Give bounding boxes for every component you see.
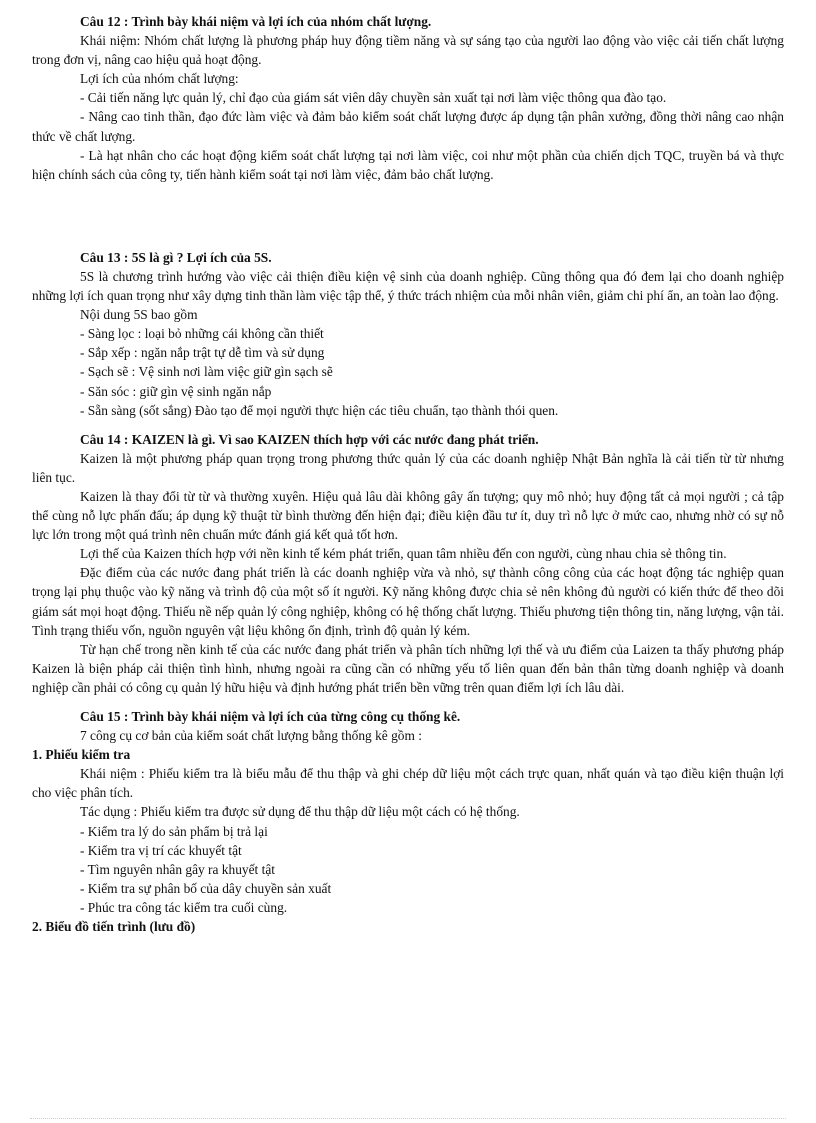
q13-item-2: - Sắp xếp : ngăn nắp trật tự dễ tìm và sử dụng [80,345,325,361]
q14-paragraph-5: Từ hạn chế trong nền kinh tế của các nước đang phát triển và phân tích những lợi thế và ưu điểm của Laizen ta thấy phương pháp Kaizen là biện pháp cải thiện tình hình, nhưng ngoài ra cũng cần có những yếu tố liên quan đến bản thân từng doanh nghiệp và doanh nghiệp cần phải có công cụ quản lý hữu hiệu và định hướng phát triển bền vững trên quan điểm lợi ích lâu dài. [32,641,784,695]
q12-benefit-3: - Là hạt nhân cho các hoạt động kiểm soát chất lượng tại nơi làm việc, coi như một phần của chiến dịch TQC, truyền bá và thực hiện chính sách của công ty, tiến hành kiểm soát tại nơi làm việc, đảm bảo chất lượng. [32,147,784,182]
q14-paragraph-1: Kaizen là một phương pháp quan trọng trong phương thức quản lý của các doanh nghiệp Nhật Bản nghĩa là cải tiến từ từ nhưng liên tục. [32,450,784,485]
q14-paragraph-4: Đặc điểm của các nước đang phát triển là các doanh nghiệp vừa và nhỏ, sự thành công công của các hoạt động tác nghiệp quan trọng lại phụ thuộc vào kỹ năng và trình độ của một số ít người. Kỹ năng không được chia sẻ nên không đủ người có kiến thức để theo dõi giám sát mọi hoạt động. Thiếu nề nếp quản lý công nghiệp, không có hệ thống chất lượng. Thiếu phương tiện thông tin, năng lượng, vận tải. Tình trạng thiếu vốn, nguồn nguyên vật liệu không ổn định, trình độ quản lý kém. [32,565,784,638]
q15-item-1-bullet-5: - Phúc tra công tác kiểm tra cuối cùng. [80,899,288,915]
q12-benefits-heading: Lợi ích của nhóm chất lượng: [80,71,239,87]
q15-item-1-bullet-3: - Tìm nguyên nhân gây ra khuyết tật [80,861,275,877]
question-15-title: Câu 15 : Trình bày khái niệm và lợi ích của từng công cụ thống kê. [80,709,461,724]
q15-item-1-definition: Khái niệm : Phiếu kiểm tra là biểu mẫu để thu thập và ghi chép dữ liệu một cách trực quan, nhất quán và tạo điều kiện thuận lợi cho việc phân tích. [32,766,784,801]
page-bottom-divider [30,1118,786,1119]
q13-content-heading: Nội dung 5S bao gồm [80,307,198,323]
section-gap [32,697,784,707]
q13-item-3: - Sạch sẽ : Vệ sinh nơi làm việc giữ gìn sạch sẽ [80,364,333,380]
section-gap [32,184,784,248]
q15-item-1-bullet-1: - Kiểm tra lý do sản phẩm bị trả lại [80,823,268,839]
q14-paragraph-3: Lợi thế của Kaizen thích hợp với nền kinh tế kém phát triển, quan tâm nhiều đến con người, cùng nhau chia sẻ thông tin. [80,546,727,562]
q12-definition: Khái niệm: Nhóm chất lượng là phương pháp huy động tiềm năng và sự sáng tạo của người lao động vào việc cải tiến chất lượng trong đơn vị, nâng cao hiệu quả hoạt động. [32,33,784,68]
section-gap [32,420,784,430]
q15-item-1-usage: Tác dụng : Phiếu kiểm tra được sử dụng để thu thập dữ liệu một cách có hệ thống. [80,804,520,820]
document-page [32,12,784,936]
q14-paragraph-2: Kaizen là thay đổi từ từ và thường xuyên. Hiệu quả lâu dài không gây ấn tượng; quy mô nhỏ; huy động tất cả mọi người ; cả tập thể cùng nỗ lực phấn đấu; áp dụng kỹ thuật từ bình thường đến hiện đại; điều kiện đầu tư ít, duy trì nỗ lực ở mức cao, nhưng nhờ có sự nỗ lực lớn trong một quá trình nên chuẩn mức đánh giá kết quả tốt hơn. [32,488,784,543]
q15-item-1-heading: 1. Phiếu kiểm tra [32,747,131,763]
q12-benefit-1: - Cải tiến năng lực quản lý, chỉ đạo của giám sát viên dây chuyền sản xuất tại nơi làm việc thông qua đào tạo. [80,90,667,106]
q15-item-2-heading: 2. Biểu đồ tiến trình (lưu đồ) [32,919,196,935]
q15-item-1-bullet-2: - Kiểm tra vị trí các khuyết tật [80,842,242,858]
q13-item-4: - Săn sóc : giữ gìn vệ sinh ngăn nắp [80,383,272,399]
question-14-title: Câu 14 : KAIZEN là gì. Vì sao KAIZEN thích hợp với các nước đang phát triển. [80,431,539,447]
q13-definition: 5S là chương trình hướng vào việc cải thiện điều kiện vệ sinh của doanh nghiệp. Cũng thông qua đó đem lại cho doanh nghiệp những lợi ích quan trọng như xây dựng tinh thần làm việc tập thể, ý thức trách nhiệm của mỗi nhân viên, giảm chi phí ẩn, an toàn lao động. [32,268,784,304]
q15-intro: 7 công cụ cơ bản của kiểm soát chất lượng bằng thống kê gồm : [80,728,422,744]
q13-item-1: - Sàng lọc : loại bỏ những cái không cần thiết [80,326,324,342]
q13-item-5: - Sẵn sàng (sốt sắng) Đào tạo để mọi người thực hiện các tiêu chuẩn, tạo thành thói quen. [80,402,559,418]
q12-benefit-2: - Nâng cao tinh thần, đạo đức làm việc và đảm bảo kiểm soát chất lượng được áp dụng tận phân xưởng, đồng thời nâng cao nhận thức về chất lượng. [32,109,784,144]
q15-item-1-bullet-4: - Kiểm tra sự phân bố của dây chuyền sản xuất [80,880,332,896]
question-13-title: Câu 13 : 5S là gì ? Lợi ích của 5S. [80,249,272,265]
question-12-title: Câu 12 : Trình bày khái niệm và lợi ích của nhóm chất lượng. [80,14,432,29]
